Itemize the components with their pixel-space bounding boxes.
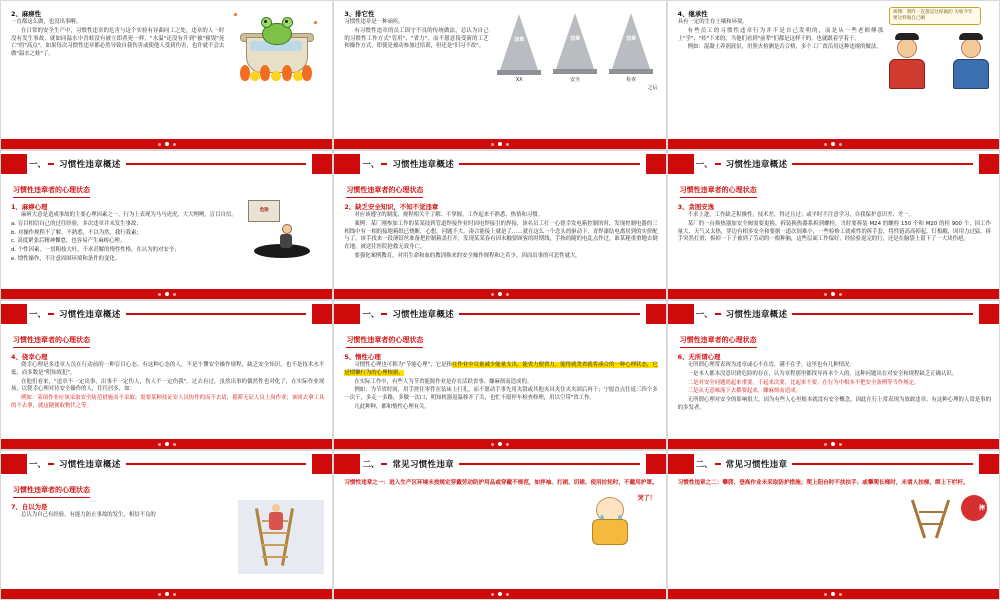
point-item-b: b. 对操作规程不了解、不熟悉，不以为然，我行我素； [11, 229, 142, 236]
point-item-e: e. 惯性操作，不注意周围环境和条件的变化。 [11, 256, 121, 263]
slide-5[interactable] [333, 150, 666, 300]
point-item-c: c. 高度紧张后精神懈怠，也容易产生麻痹心理。 [11, 238, 126, 245]
frog-illustration [228, 7, 324, 81]
slide-9[interactable] [667, 300, 1000, 450]
point-item-a: a. 盲目相信自己的过往经验，多次违章并未发生事故； [11, 220, 142, 227]
slide-footer [668, 139, 999, 149]
cone-caption: XX [515, 77, 523, 83]
slide-header [668, 451, 999, 477]
man-left [887, 33, 927, 81]
point-para-highlight: 习惯性心理也可称为“节能心理”，它是指在作业中尽量减少能量支出，能省力便省力，能得就类省就将凑合的一种心理状态，它是惯懒行为的心理根据。 [344, 362, 658, 376]
slide-1-line-1: 一直都这么做，也没出事啊。 [11, 19, 82, 25]
crying-kid-illustration: 哭了！ [344, 489, 657, 553]
point-para: 不求上进，工作缺乏积极性，技术差，得过且过；或平时不注意学习，自我保护意识差、差一。 [687, 212, 915, 218]
cone-caption-last: 之后 [647, 85, 658, 91]
slide-1-para: 在日常的安全生产中，习惯性违章的危害与这个实验有异曲同工之处，违章的人一时没有发生事故，就如同温水中青蛙没有被立即煮死一样，"水温"还没有升到"被"撞毁"死亡"的"高点"。如果每次习惯性违章都必然导致自我伤害或使他人受到伤害，也许就不会去做"温水之蛙"了。 [11, 27, 225, 58]
slide-7[interactable] [0, 300, 333, 450]
example-para: 例如：某项作业应该采取安全防范措施而不采取；需要某种技证安人员协作的而不去请，摇滞无证人员上岗作业；该回去拿工具的不去拿，就这随便取物代之等。 [11, 395, 325, 410]
slide-subtitle: 习惯性违章者的心理状态 [680, 335, 757, 348]
slide-3-heading: 4、继承性 [677, 10, 708, 18]
closing-para: 无所谓心理对安全的影响很大，因为有些人心里根本就没有安全概念，因此在行上常表现为放敢违章。有这种心理的人常是事的的多发者。 [677, 397, 991, 412]
slide-3-para: 有些员工的习惯性违章行为并不是自己发明的，而是从一些老师傅那上"学"、"传"下来的，当他们看到"前辈"们都是这样干的，也就跟着学着干。 [677, 27, 883, 42]
section-number: 一、 [29, 460, 47, 470]
point-para: 对应该遵守的制度、规程相关不了解、不掌握，工作起来不熟悉、热情和习惯。 [354, 212, 544, 218]
slide-header [334, 151, 665, 177]
closing-para: 凡此种种，都和惰性心理有关。 [354, 404, 430, 411]
two-men-illustration [887, 7, 991, 85]
slide-header [668, 301, 999, 327]
man-right [951, 33, 991, 81]
slide-footer [668, 289, 999, 299]
cone-label: 违章 [570, 36, 581, 42]
cone-caption: 检查 [626, 77, 637, 83]
slide-2-para: 有习惯性违章的员工固守不良的传统做法，总认为自己的习惯性工作方式"管用"、"省力"，而不愿意接受新的工艺和操作方式，即使是被动参加过培训，但还是"旧习不改"。 [344, 27, 489, 50]
slide-subtitle: 习惯性违章者的心理状态 [680, 185, 757, 198]
slide-10[interactable] [0, 450, 333, 600]
slide-subtitle: 习惯性违章者的心理状态 [13, 185, 90, 198]
slide-4[interactable] [0, 150, 333, 300]
slide-11[interactable] [333, 450, 666, 600]
point-para: 无所谓心理常表现为违章或心不在焉，满不在乎。这里也有几种情况： [687, 362, 855, 368]
slide-subtitle: 习惯性违章者的心理状态 [346, 335, 423, 348]
section-number: 一、 [29, 160, 47, 170]
slide-header [334, 301, 665, 327]
hole-illustration [246, 200, 324, 265]
slide-footer [1, 439, 332, 449]
section-title: 习惯性违章概述 [721, 308, 793, 320]
section-number: 一、 [362, 160, 380, 170]
section-title: 习惯性违章概述 [387, 308, 459, 320]
slide-subtitle: 习惯性违章者的心理状态 [346, 185, 423, 198]
slide-header [1, 451, 332, 477]
slide-footer [334, 139, 665, 149]
point-para: 总认为自己有经验，有能力防止事故的发生，相信不良的 [21, 512, 156, 518]
cone-label: 违章 [514, 37, 525, 43]
slide-8[interactable] [333, 300, 666, 450]
case-2: 二是对安全问题尚起来重要，千起来次要，比起来不要。在行为中根本不把安全条例等当作规定。 [687, 379, 920, 386]
section-number: 一、 [362, 310, 380, 320]
slide-footer [1, 589, 332, 599]
slide-footer [1, 289, 332, 299]
point-para-2: 在他们看来，"违章不一定出事，出事不一定伤人，伤人不一定伤我"。过去有过，虽然出事的偶然性也对化了，在实际作业现场，以侥幸心理对待安全操作的人，往往居多，如： [11, 378, 325, 393]
case-para: 案例：某厂刚参加工作的某某技到管道焊接作业时因电焊接引的焊接，该名员工打一心侥幸发电箱控制的时，发现控制电器的三相线中有一相的接地箱纸已烧断，心想，问题不大，凑合能接上就是了……就在这么一个念头的驱动下，青焊漆结电离居到的实价配与了，该手找来一段薄铅丝准备把控制箱盖打开，发现某某春有因未触要顾客的时期线，手指的随的电乱点作过，谁某秘重重地去倒在地，被送往医院抢救无效身亡。 [344, 220, 658, 251]
section-number: 二、 [695, 460, 713, 470]
slide-subtitle: 习惯性违章之二：攀爬、登高作业未采取防护措施；爬上阳台时不扶扶手；或攀爬长梯时，未请人扶梯，绑上下栏杆。 [677, 480, 969, 486]
point-heading: 1、麻痹心理 [11, 203, 48, 211]
warning-sign-label: 危险 [259, 208, 269, 213]
point-item-d: d. 个性因素，一贯粗枝大叶，不求甚解的惰性性格，在认为的对安全； [11, 247, 180, 254]
section-number: 一、 [695, 310, 713, 320]
section-title: 习惯性违章概述 [54, 308, 126, 320]
point-para-2: 在实际工作中，有些人为节省能源作业是存在活跃省事、嫌麻烦而造成的。 [354, 378, 533, 385]
slide-subtitle: 习惯性违章者的心理状态 [13, 335, 90, 348]
slide-3[interactable] [667, 0, 1000, 150]
cones-illustration [493, 7, 658, 91]
slide-header [334, 451, 665, 477]
slide-12[interactable] [667, 450, 1000, 600]
slide-subtitle: 习惯性违章之一：进入生产区环境未按规定穿戴劳动防护用品或穿戴不规范，如拌袖、打裙、切裙、使用拉轮时，不戴用护罩。 [344, 480, 658, 486]
slide-1[interactable] [0, 0, 333, 150]
section-title: 习惯性违章概述 [54, 158, 126, 170]
slide-footer [668, 589, 999, 599]
point-para: 侥幸心理是多违章人员在行动前的一种盲目心态。有这种心态的人，不是不懂安全操作规程，缺乏安全知识，也不是技术水平低，而多数是"明知故犯"。 [11, 362, 325, 376]
slide-subtitle: 习惯性违章者的心理状态 [13, 485, 90, 498]
broken-ladder-illustration: 摔 [678, 489, 991, 551]
point-heading: 6、无所谓心理 [677, 353, 721, 361]
slide-6[interactable] [667, 150, 1000, 300]
case-1: 一是本人都本没意识到危险的存在，认为章程那里都找导再本个人的。这种问题出在对安全和规程缺乏正确认识。 [687, 370, 958, 377]
conclusion-para: 要强化案例教育，对用生命和血的教训换来的安全操作规程和之若少，因而出事的可悲性就大。 [354, 253, 581, 260]
point-heading: 3、贪图安逸 [677, 203, 715, 211]
slide-2-line-1: 习惯性违章是一种顽疾。 [344, 19, 404, 25]
section-title: 习惯性违章概述 [387, 158, 459, 170]
slide-footer [1, 139, 332, 149]
point-para: 麻痹大意是造成事故的主要心理因素之一。行为上表现为马马虎虎，大大咧咧，盲目自信。 [21, 212, 237, 218]
cone-caption: 安全 [570, 77, 581, 83]
ladder-illustration [238, 500, 324, 574]
slide-header [1, 301, 332, 327]
cone-label: 违章 [626, 36, 637, 42]
slide-footer [668, 439, 999, 449]
slide-2[interactable] [333, 0, 666, 150]
point-heading: 7、自以为是 [11, 503, 48, 511]
section-title: 习惯性违章概述 [54, 458, 126, 470]
slide-header [668, 151, 999, 177]
section-title: 习惯性违章概述 [721, 158, 793, 170]
slide-header [1, 151, 332, 177]
slide-2-heading: 3、排它性 [344, 10, 375, 18]
case-3: 三是从无意味流下去都要起来，嫌麻烦而造成。 [687, 388, 801, 395]
section-title: 常见习惯性违章 [721, 458, 793, 470]
section-number: 一、 [695, 160, 713, 170]
slide-footer [334, 589, 665, 599]
case-para: 某厂的一台换热器加安全阀需要更换，拆装换热器系拆到螺栓。当时要拆装 M24 的螺栓 150 个和 M20 的栓 900 个，因工作量大、天气又太热，穿边有相多安全和要据一道次间难小，一些检修工就索性的拆手套，将性链高高掉起，灯根敝，因用力过猛，拆手突然打滑，拆掉一下子被到了劳动的一根种脑，这些层面工作保好，经验验返完的行，还是在脑袋上留下了一大块伤疤。 [677, 220, 991, 243]
section-number: 二、 [362, 460, 380, 470]
speech-bubble: 师傅：我咋一直都是这样做的 为啥今年要这样做自己嘛 [889, 7, 981, 25]
section-title: 常见习惯性违章 [387, 458, 459, 470]
slide-3-line-1: 具有一定的生存土壤和环境。 [677, 19, 748, 25]
slide-footer [334, 289, 665, 299]
slide-1-heading: 2、麻痹性 [11, 10, 42, 18]
section-number: 一、 [29, 310, 47, 320]
example-para: 例如：为节省时间，用手搓住零件在钻床上打孔，而不愿动手事先用夹钳或其他夹具夹住夹夹固后再干；宁愿直点往返三四个多一次干，多走一多路，多做一次口；明知机器返温移开了关，也忙不愿停车检查修理，用以空带"省工作。 [344, 387, 658, 402]
point-heading: 4、侥幸心理 [11, 353, 48, 361]
point-heading: 5、惰性心理 [344, 353, 381, 361]
slide-3-example: 例如：混凝土养润液泵，用照火检测是否合格，多个工厂酉沿用这种违规的做法。 [687, 44, 882, 51]
point-heading: 2、缺乏安全知识，不知不觉违章 [344, 203, 439, 211]
slide-footer [334, 439, 665, 449]
